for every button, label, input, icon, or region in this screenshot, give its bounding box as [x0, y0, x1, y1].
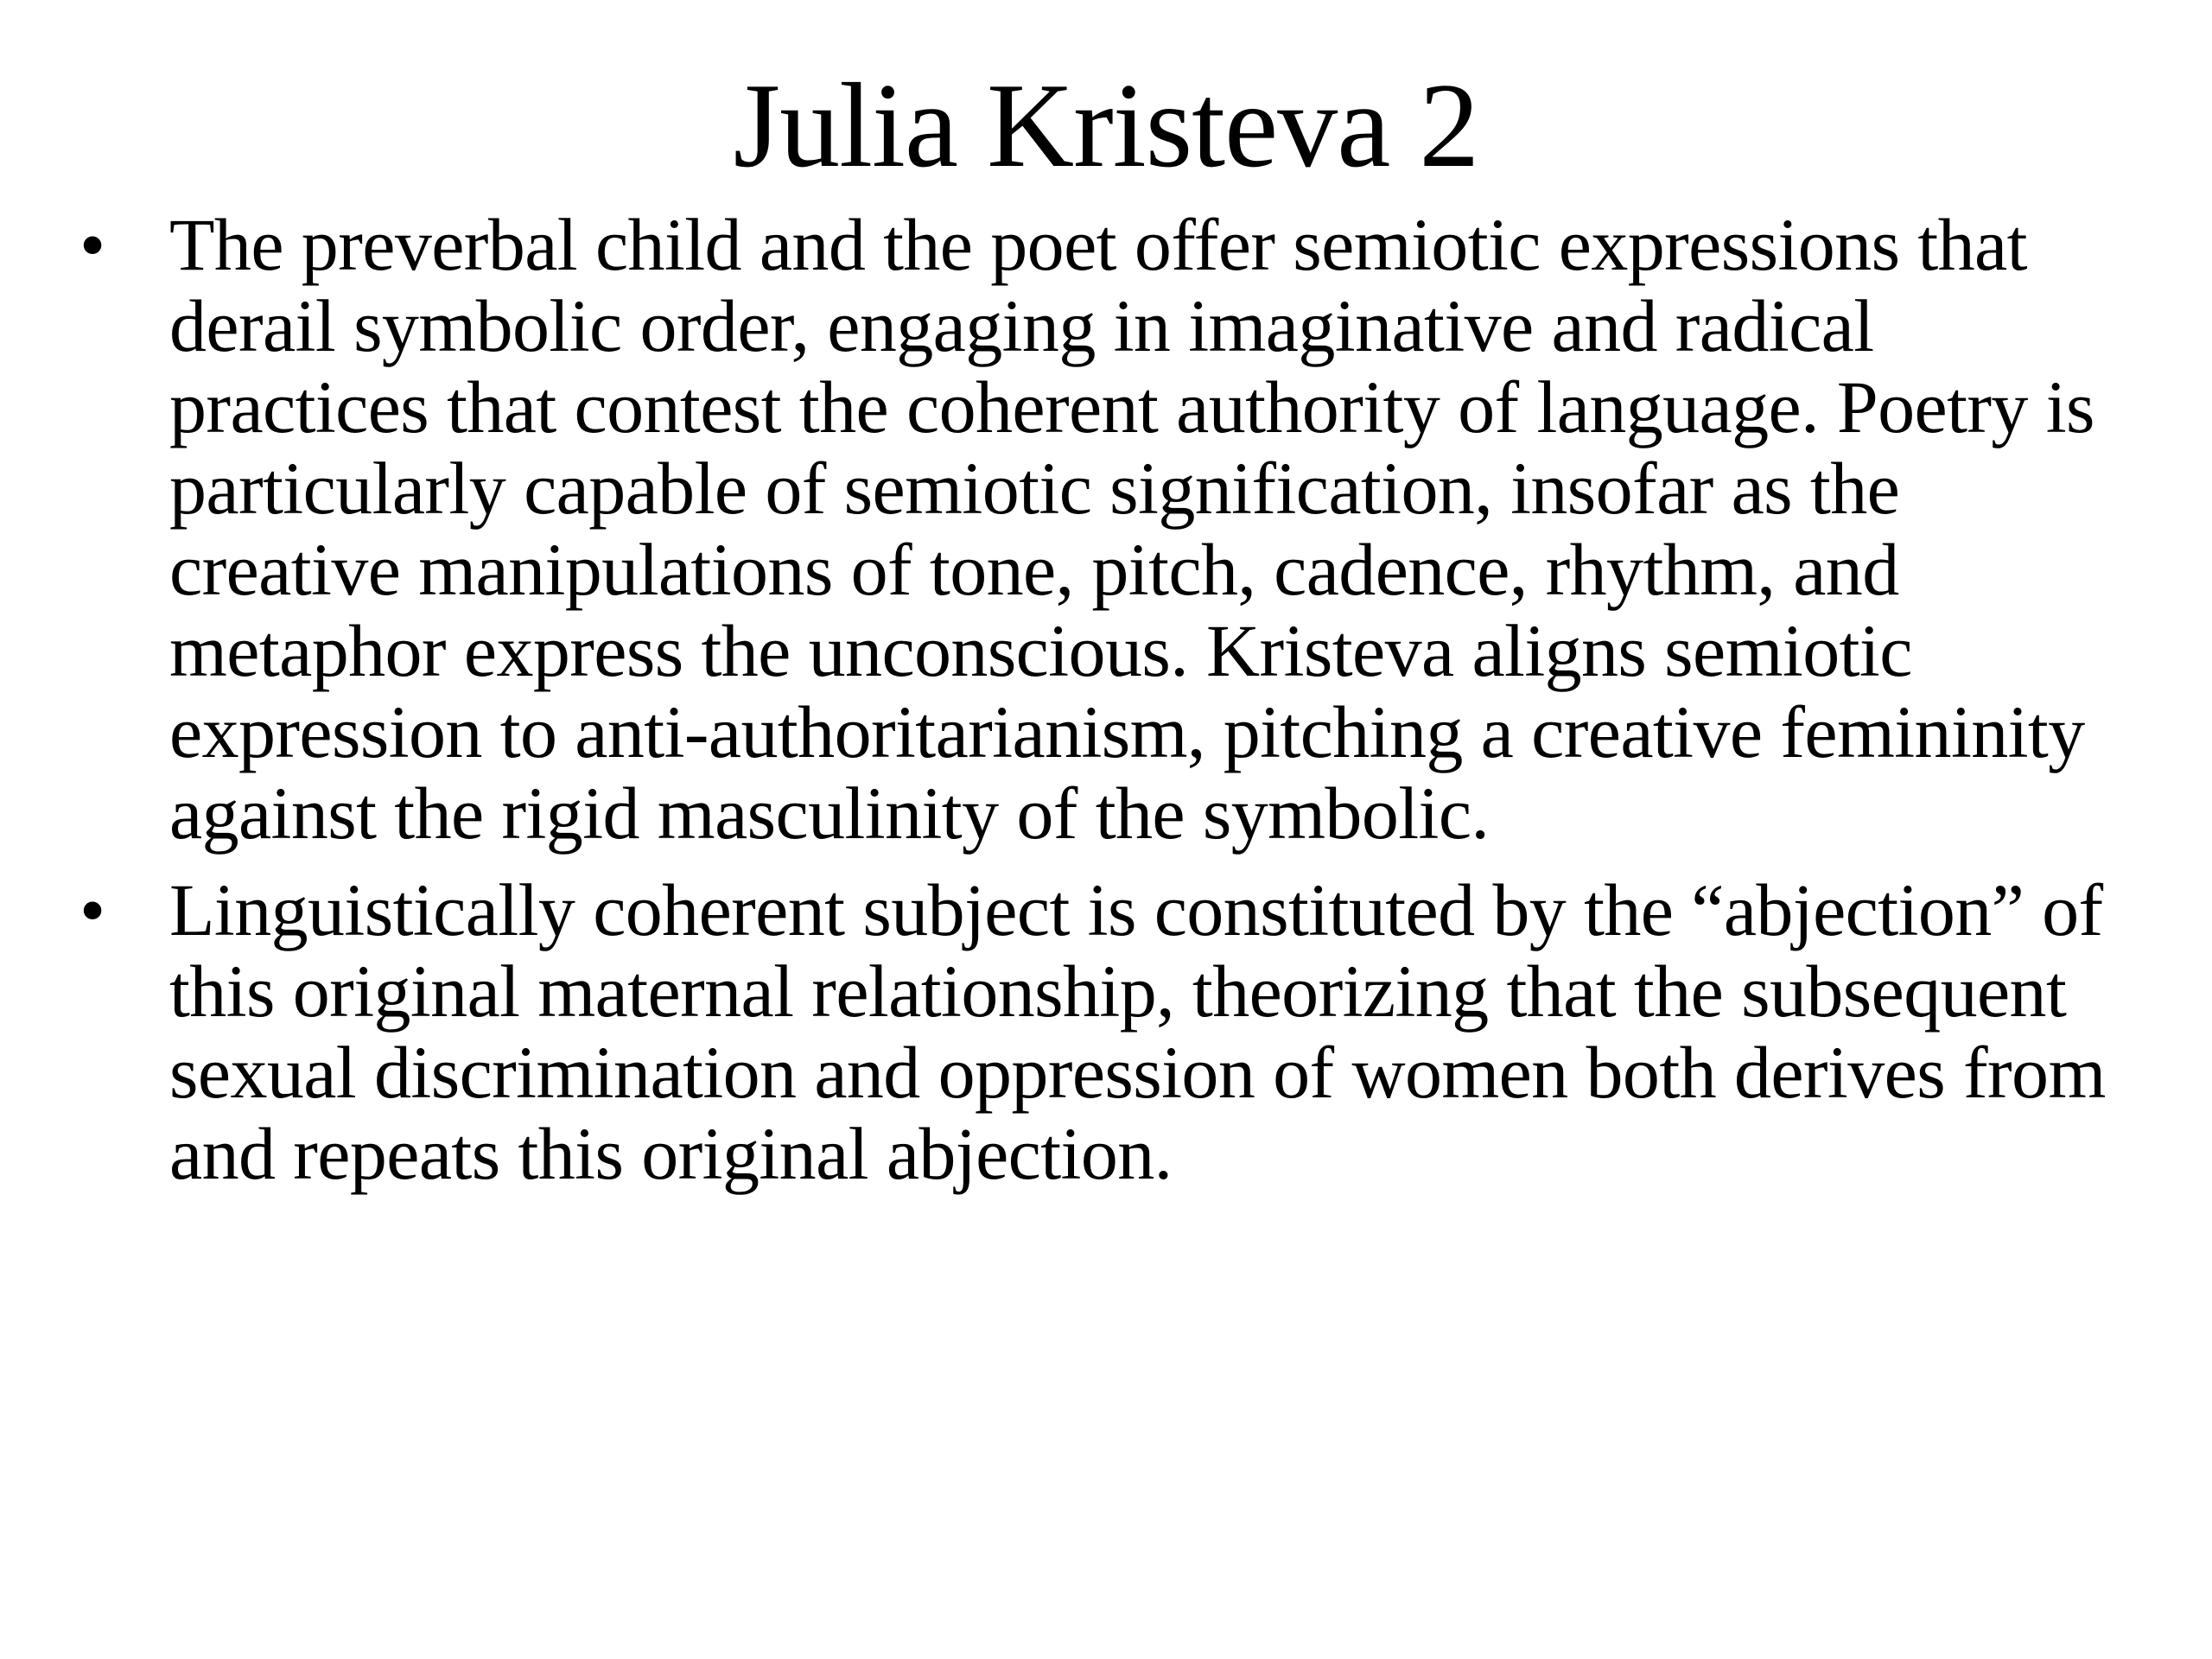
slide-title: Julia Kristeva 2: [733, 59, 1479, 193]
bullet-text: Linguistically coherent subject is constituted by the “abjection” of this original maternal relationship, theorizing that the subsequent sexual discrimination and oppression of women both derives from and repeats this original abjection.: [169, 868, 2106, 1195]
bullet-item-semiotic: [0, 204, 2139, 854]
bullet-marker: •: [79, 868, 105, 951]
bullet-list: [0, 204, 2212, 1210]
bullet-item-abjection: [0, 869, 2139, 1194]
bullet-text: The preverbal child and the poet offer semiotic expressions that derail symbolic order, engaging in imaginative and radical practices that contest the coherent authority of language. Poetry is particularly capable of semiotic signification, insofar as the creative manipulations of tone, pitch, cadence, rhythm, and metaphor express the unconscious. Kristeva aligns semiotic expression to anti-authoritarianism, pitching a creative femininity against the rigid masculinity of the symbolic.: [169, 203, 2094, 855]
bullet-marker: •: [79, 203, 105, 286]
